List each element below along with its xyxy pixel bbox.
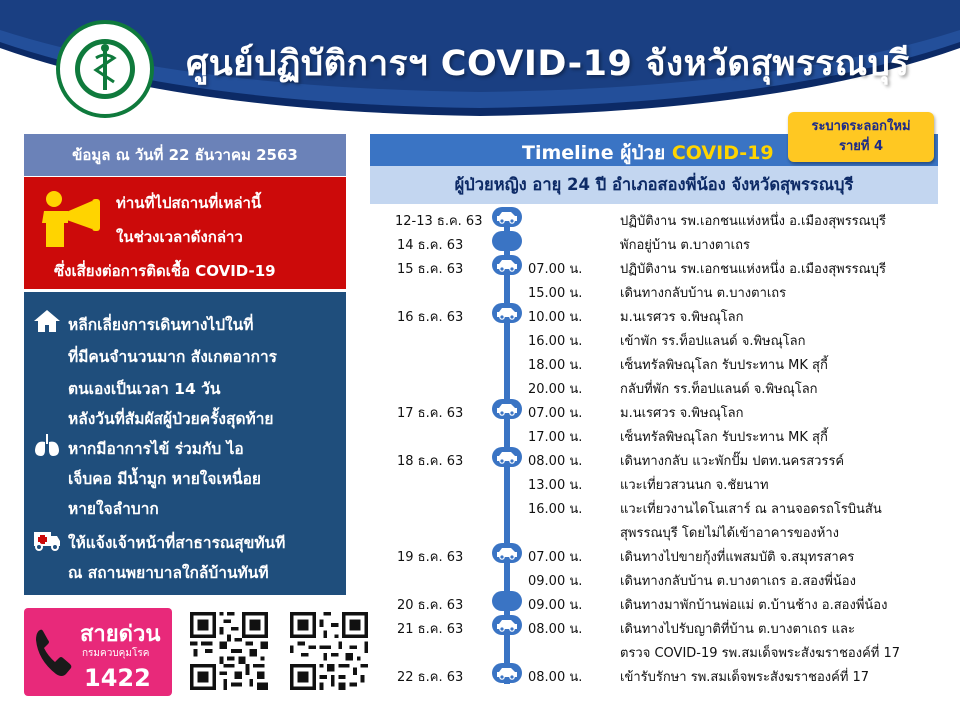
timeline-node-car (492, 207, 522, 227)
timeline-place: เดินทางกลับบ้าน ต.บางตาเถร (620, 286, 787, 301)
timeline-time: 07.00 น. (528, 406, 583, 421)
timeline-place: ปฏิบัติงาน รพ.เอกชนแห่งหนึ่ง อ.เมืองสุพรรณบุรี (620, 214, 886, 229)
advice-line-5: หากมีอาการไข้ ร่วมกับ ไอ (68, 440, 244, 458)
timeline-time: 16.00 น. (528, 334, 583, 349)
hotline-number: 1422 (84, 664, 151, 692)
qr-code-1[interactable] (190, 612, 268, 690)
timeline-title-highlight: COVID-19 (671, 142, 774, 164)
hotline-title: สายด่วน (80, 622, 161, 647)
timeline-time: 08.00 น. (528, 670, 583, 685)
qr-code-2[interactable] (290, 612, 368, 690)
hotline-subtitle: กรมควบคุมโรค (82, 648, 150, 659)
warning-line-3: ซึ่งเสี่ยงต่อการติดเชื้อ COVID-19 (54, 262, 276, 280)
timeline-place: เข้าพัก รร.ท็อปแลนด์ จ.พิษณุโลก (620, 334, 806, 349)
timeline-place: เดินทางกลับบ้าน ต.บางตาเถร อ.สองพี่น้อง (620, 574, 856, 589)
timeline-node-car (492, 399, 522, 419)
timeline-date: 20 ธ.ค. 63 (397, 598, 464, 613)
timeline-node-car (492, 255, 522, 275)
timeline-time: 15.00 น. (528, 286, 583, 301)
timeline-place: เดินทางกลับ แวะพักปั๊ม ปตท.นครสวรรค์ (620, 454, 845, 469)
timeline-place: ม.นเรศวร จ.พิษณุโลก (620, 406, 744, 421)
warning-line-2: ในช่วงเวลาดังกล่าว (116, 228, 243, 246)
timeline-time: 20.00 น. (528, 382, 583, 397)
timeline-place: สุพรรณบุรี โดยไม่ได้เข้าอาคารของห้าง (620, 526, 840, 541)
phone-icon (34, 626, 74, 678)
timeline-time: 17.00 น. (528, 430, 583, 445)
timeline-date: 14 ธ.ค. 63 (397, 238, 464, 253)
car-icon (496, 258, 518, 272)
timeline-date: 12-13 ธ.ค. 63 (395, 214, 483, 229)
timeline-place: แวะเที่ยวสวนนก จ.ชัยนาท (620, 478, 769, 493)
timeline-time: 07.00 น. (528, 262, 583, 277)
advice-line-4: หลังวันที่สัมผัสผู้ป่วยครั้งสุดท้าย (68, 410, 274, 428)
timeline-place: เข้ารับรักษา รพ.สมเด็จพระสังฆราชองค์ที่ 17 (620, 670, 870, 685)
timeline-node (492, 231, 522, 251)
ambulance-icon (32, 526, 62, 552)
timeline-place: เดินทางไปรับญาติที่บ้าน ต.บางตาเถร และ (620, 622, 855, 637)
timeline-date: 16 ธ.ค. 63 (397, 310, 464, 325)
advice-line-8: ให้แจ้งเจ้าหน้าที่สาธารณสุขทันที (68, 534, 286, 552)
timeline-place: แวะเที่ยวงานไดโนเสาร์ ณ ลานจอดรถโรบินสัน (620, 502, 882, 517)
timeline-place: ตรวจ COVID-19 รพ.สมเด็จพระสังฆราชองค์ที่ 17 (620, 646, 901, 661)
timeline-place: ปฏิบัติงาน รพ.เอกชนแห่งหนึ่ง อ.เมืองสุพรรณบุรี (620, 262, 886, 277)
advice-line-2: ที่มีคนจำนวนมาก สังเกตอาการ (68, 348, 277, 366)
ministry-logo (56, 20, 154, 118)
car-icon (496, 666, 518, 680)
timeline-time: 13.00 น. (528, 478, 583, 493)
timeline-date: 19 ธ.ค. 63 (397, 550, 464, 565)
advice-line-1: หลีกเลี่ยงการเดินทางไปในที่ (68, 316, 254, 334)
timeline-time: 16.00 น. (528, 502, 583, 517)
timeline-place: เซ็นทรัลพิษณุโลก รับประทาน MK สุกี้ (620, 430, 828, 445)
car-icon (496, 450, 518, 464)
advice-line-9: ณ สถานพยาบาลใกล้บ้านทันที (68, 564, 269, 582)
data-date-label: ข้อมูล ณ วันที่ 22 ธันวาคม 2563 (24, 134, 346, 176)
car-icon (496, 618, 518, 632)
advice-line-6: เจ็บคอ มีน้ำมูก หายใจเหนื่อย (68, 470, 261, 488)
case-badge (788, 112, 934, 162)
warning-box (24, 177, 346, 289)
car-icon (496, 306, 518, 320)
timeline-date: 22 ธ.ค. 63 (397, 670, 464, 685)
page-title: ศูนย์ปฏิบัติการฯ COVID-19 จังหวัดสุพรรณบุรี (186, 44, 910, 84)
timeline-title-label: Timeline ผู้ป่วย (522, 142, 672, 164)
timeline-node (492, 591, 522, 611)
ministry-emblem-icon (60, 24, 150, 114)
timeline-time: 09.00 น. (528, 598, 583, 613)
timeline-place: ม.นเรศวร จ.พิษณุโลก (620, 310, 744, 325)
patient-info: ผู้ป่วยหญิง อายุ 24 ปี อำเภอสองพี่น้อง จังหวัดสุพรรณบุรี (370, 166, 938, 204)
warning-line-1: ท่านที่ไปสถานที่เหล่านี้ (116, 194, 262, 212)
lungs-icon (32, 432, 62, 458)
timeline-node-car (492, 663, 522, 683)
timeline-time: 18.00 น. (528, 358, 583, 373)
timeline-time: 07.00 น. (528, 550, 583, 565)
timeline-node-car (492, 615, 522, 635)
car-icon (496, 210, 518, 224)
advice-box (24, 292, 346, 595)
badge-line-2: รายที่ 4 (838, 139, 884, 154)
timeline-time: 08.00 น. (528, 622, 583, 637)
timeline-place: กลับที่พัก รร.ท็อปแลนด์ จ.พิษณุโลก (620, 382, 818, 397)
timeline-date: 17 ธ.ค. 63 (397, 406, 464, 421)
timeline-time: 10.00 น. (528, 310, 583, 325)
megaphone-icon (42, 189, 106, 249)
timeline-place: เดินทางไปขายกุ้งที่แพสมบัติ จ.สมุทรสาคร (620, 550, 855, 565)
badge-line-1: ระบาดระลอกใหม่ (811, 119, 911, 134)
timeline-date: 18 ธ.ค. 63 (397, 454, 464, 469)
timeline-node-car (492, 303, 522, 323)
timeline-time: 08.00 น. (528, 454, 583, 469)
timeline-place: พักอยู่บ้าน ต.บางตาเถร (620, 238, 750, 253)
timeline-date: 21 ธ.ค. 63 (397, 622, 464, 637)
timeline-date: 15 ธ.ค. 63 (397, 262, 464, 277)
header-banner (0, 0, 960, 122)
hotline-card[interactable] (24, 608, 172, 696)
timeline-place: เดินทางมาพักบ้านพ่อแม่ ต.บ้านช้าง อ.สองพี่น้อง (620, 598, 888, 613)
timeline-time: 09.00 น. (528, 574, 583, 589)
car-icon (496, 402, 518, 416)
advice-line-7: หายใจลำบาก (68, 500, 159, 518)
house-icon (32, 308, 62, 334)
timeline-node-car (492, 543, 522, 563)
timeline-place: เซ็นทรัลพิษณุโลก รับประทาน MK สุกี้ (620, 358, 828, 373)
car-icon (496, 546, 518, 560)
advice-line-3: ตนเองเป็นเวลา 14 วัน (68, 380, 221, 398)
timeline-title (522, 138, 774, 168)
timeline-node-car (492, 447, 522, 467)
